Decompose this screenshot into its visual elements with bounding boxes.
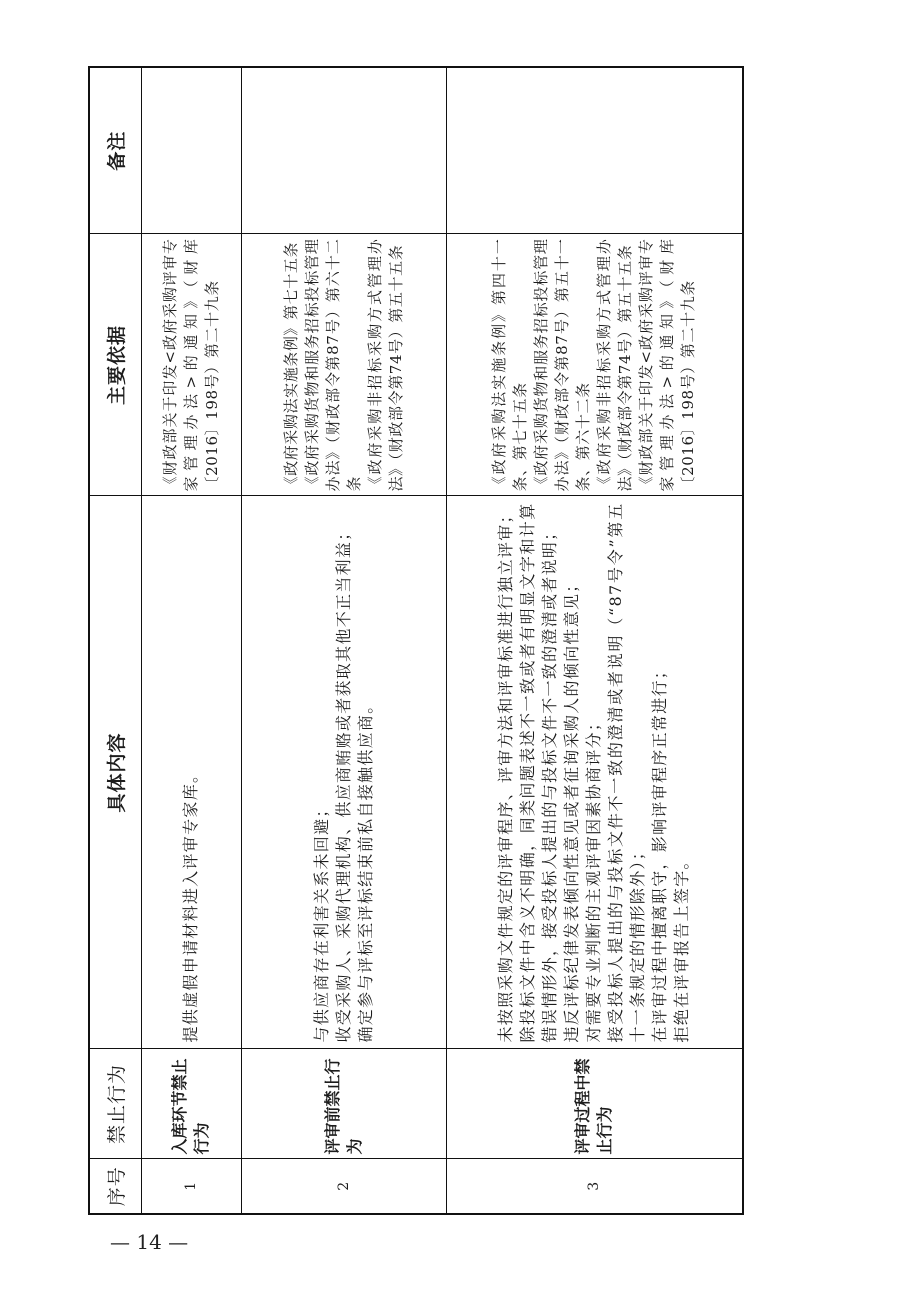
basis-item: 《政府采购法实施条例》第七十五条	[281, 241, 300, 492]
page-number: — 14 —	[110, 1230, 189, 1254]
table-row	[446, 67, 743, 1214]
main-basis	[241, 234, 446, 496]
basis-item: 《财政部关于印发<政府采购评审专家管理办法>的通知》（财库〔2016〕198号）第二十九条	[160, 238, 221, 492]
table-row	[141, 67, 241, 1214]
content-item: 在评审过程中擅离职守，影响评审程序正常进行；	[650, 661, 670, 1043]
main-basis	[446, 234, 743, 496]
content-item: 提供虚假申请材料进入评审专家库。	[181, 765, 200, 1043]
header-index: 序号	[89, 1159, 141, 1214]
content-item: 拒绝在评审报告上签字。	[672, 852, 692, 1043]
content-item: 与供应商存在利害关系未回避；	[311, 800, 331, 1043]
row-index: 3	[446, 1159, 743, 1214]
rotated-table-container	[88, 68, 742, 1215]
main-basis	[141, 234, 241, 496]
prohibited-behavior-table	[88, 66, 744, 1215]
basis-item: 《政府采购非招标采购方式管理办法》（财政部令第74号）第五十五条	[365, 238, 405, 492]
header-behavior: 禁止行为	[89, 1049, 141, 1159]
header-content: 具体内容	[89, 496, 141, 1049]
basis-item: 《财政部关于印发<政府采购评审专家管理办法>的通知》（财库〔2016〕198号）第二十九条	[637, 238, 698, 492]
basis-item: 《政府采购货物和服务招标投标管理办法》（财政部令第87号）第五十一条、第六十二条	[532, 238, 593, 492]
prohibited-behavior: 评审前禁止行为	[241, 1049, 446, 1159]
table-row	[241, 67, 446, 1214]
basis-item: 《政府采购非招标采购方式管理办法》（财政部令第74号）第五十五条	[595, 238, 635, 492]
row-index: 1	[141, 1159, 241, 1214]
basis-item: 《政府采购法实施条例》第四十一条、第七十五条	[490, 238, 530, 492]
remarks-cell	[446, 67, 743, 234]
content-item: 确定参与评标至评标结束前私自接触供应商。	[355, 696, 375, 1043]
prohibited-behavior: 入库环节禁止行为	[141, 1049, 241, 1159]
content-item: 收受采购人、采购代理机构、供应商贿赂或者获取其他不正当利益；	[333, 523, 353, 1043]
content-item: 接受投标人提出的与投标文件不一致的澄清或者说明（“87号令”第五十一条规定的情形除外）；	[606, 502, 648, 1043]
remarks-cell	[241, 67, 446, 234]
remarks-cell	[141, 67, 241, 234]
table-header-row	[89, 67, 141, 1214]
content-item: 违反评标纪律发表倾向性意见或者征询采购人的倾向性意见；	[562, 575, 582, 1043]
specific-content	[446, 496, 743, 1049]
header-remarks: 备注	[89, 67, 141, 234]
content-item: 除投标文件中含义不明确，同类问题表述不一致或者有明显文字和计算错误情形外，接受投标人提出的与投标文件不一致的澄清或者说明；	[518, 502, 560, 1043]
prohibited-behavior: 评审过程中禁止行为	[446, 1049, 743, 1159]
header-basis: 主要依据	[89, 234, 141, 496]
basis-item: 《政府采购货物和服务招标投标管理办法》（财政部令第87号）第六十二条	[302, 238, 363, 492]
content-item: 对需要专业判断的主观评审因素协商评分；	[584, 713, 604, 1043]
specific-content	[241, 496, 446, 1049]
content-item: 未按照采购文件规定的评审程序、评审方法和评审标准进行独立评审；	[496, 506, 516, 1043]
specific-content	[141, 496, 241, 1049]
row-index: 2	[241, 1159, 446, 1214]
